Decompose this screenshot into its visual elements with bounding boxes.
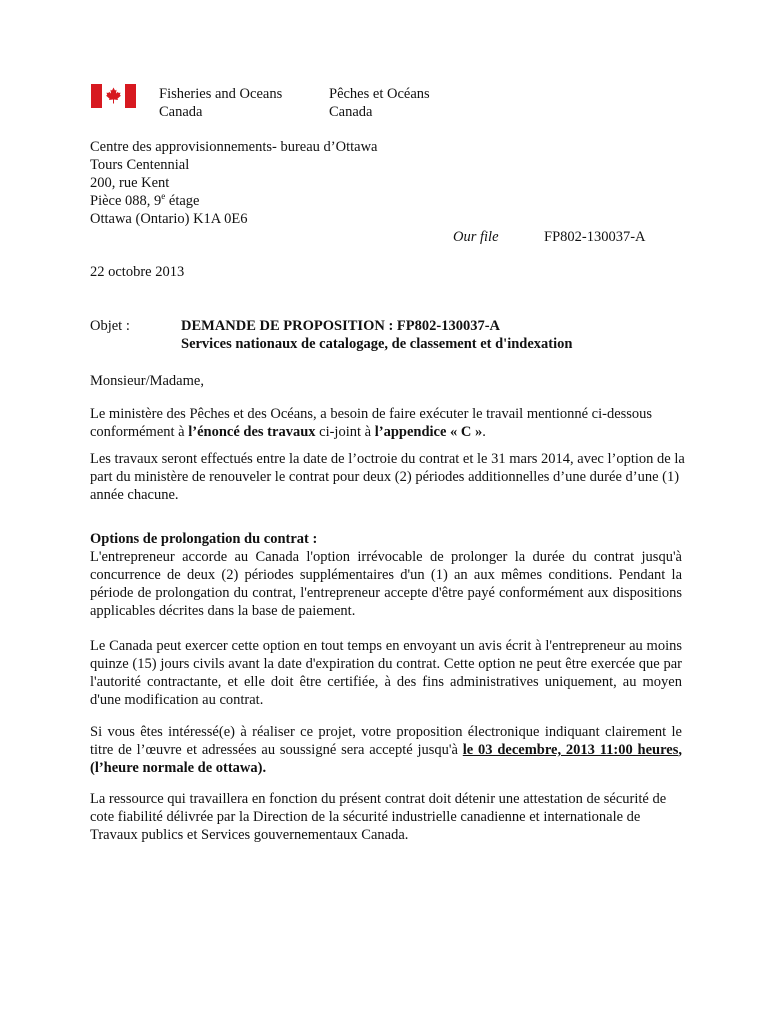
paragraph-exercise-option: Le Canada peut exercer cette option en tout temps en envoyant un avis écrit à l'entrepreneur au moins quinze (15) jours civils avant la date d'expiration du contrat. Cette option ne peut être exercée que par l'autorité contractante, et elle doit être certifiée, à des fins administratives uniquement, au moyen d'une modification au contrat. (90, 638, 682, 708)
subject-line-2: Services nationaux de catalogage, de classement et d'indexation (181, 336, 573, 352)
address-line-5: Ottawa (Ontario) K1A 0E6 (90, 211, 248, 227)
subject-label: Objet : (90, 318, 130, 334)
dept-fr-line2: Canada (329, 104, 373, 120)
address-line-1: Centre des approvisionnements- bureau d’Ottawa (90, 139, 378, 155)
section-options (90, 530, 682, 620)
paragraph-scope: Le ministère des Pêches et des Océans, a besoin de faire exécuter le travail mentionné ci-dessous conformément à l’énoncé des travaux ci-joint à l’appendice « C ». (90, 406, 653, 440)
paragraph-security: La ressource qui travaillera en fonction du présent contrat doit détenir une attestation de sécurité de cote fiabilité délivrée par la Direction de la sécurité industrielle canadienne et internationale de Travaux publics et Services gouvernementaux Canada. (90, 791, 667, 843)
sender-address (90, 138, 378, 228)
file-number: FP802-130037-A (544, 229, 646, 245)
subject-title (181, 317, 572, 353)
department-name-en (159, 85, 282, 121)
address-line-2: Tours Centennial (90, 157, 190, 173)
paragraph-deadline: Si vous êtes intéressé(e) à réaliser ce projet, votre proposition électronique indiquant clairement le titre de l’œuvre et adressées au soussigné sera accepté jusqu'à le 03 decembre, 2013 11:00 heures, (l’heure normale de ottawa). (90, 724, 682, 776)
canada-flag-logo (91, 84, 136, 108)
dept-en-line1: Fisheries and Oceans (159, 86, 283, 102)
deadline-date: le 03 decembre, 2013 11:00 heures (462, 742, 679, 758)
letter-date: 22 octobre 2013 (90, 264, 185, 280)
options-heading: Options de prolongation du contrat : (90, 531, 318, 547)
department-name-fr (329, 85, 430, 121)
address-line-3: 200, rue Kent (90, 175, 170, 191)
dept-fr-line1: Pêches et Océans (329, 86, 430, 102)
file-label: Our file (453, 229, 499, 245)
dept-en-line2: Canada (159, 104, 203, 120)
options-body: L'entrepreneur accorde au Canada l'option irrévocable de prolonger la durée du contrat jusqu'à concurrence de deux (2) périodes supplémentaires d'un (1) an aux mêmes conditions. Pendant la période de prolongation du contrat, l'entrepreneur accepte d'être payé conformément aux dispositions applicables décrites dans la base de paiement. (90, 549, 682, 619)
salutation: Monsieur/Madame, (90, 373, 204, 389)
subject-line-1: DEMANDE DE PROPOSITION : FP802-130037-A (181, 318, 500, 334)
paragraph-period: Les travaux seront effectués entre la date de l’octroie du contrat et le 31 mars 2014, avec l’option de la part du ministère de renouveler le contrat pour deux (2) périodes additionnelles d’une durée d’une (1) année chacune. (90, 451, 685, 503)
address-line-4: Pièce 088, 9e étage (90, 191, 200, 209)
